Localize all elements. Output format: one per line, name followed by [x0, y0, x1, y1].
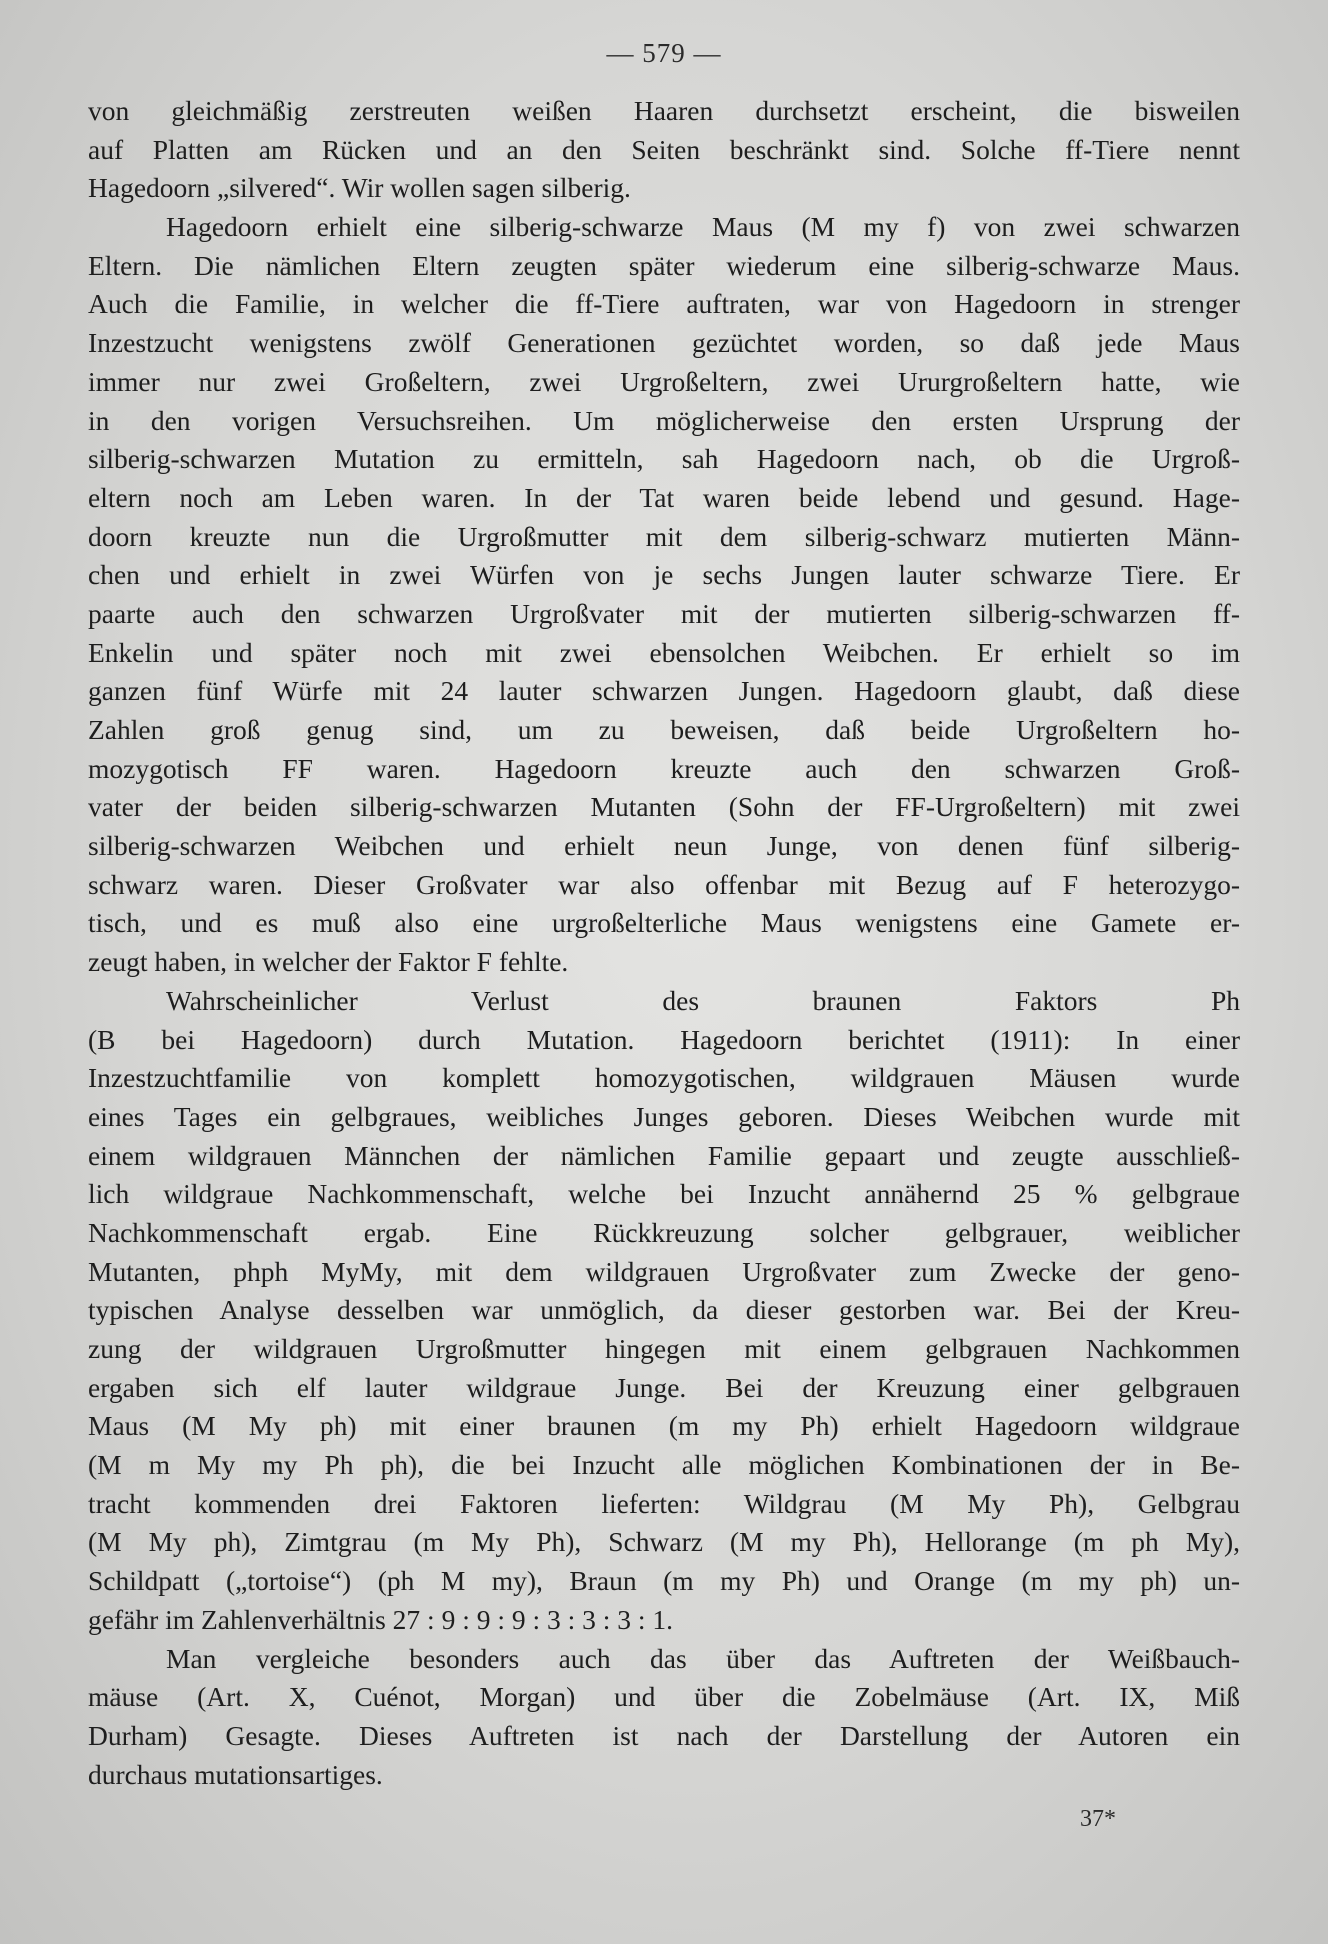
text-line: einem wildgrauen Männchen der nämlichen Familie gepaart und zeugte ausschließ- — [88, 1139, 1240, 1171]
signature-mark: 37* — [1080, 1806, 1116, 1832]
text-line: Hagedoorn „silvered“. Wir wollen sagen silberig. — [88, 172, 631, 204]
text-line: von gleichmäßig zerstreuten weißen Haaren durchsetzt erscheint, die bisweilen — [88, 95, 1240, 126]
text-line: Nachkommenschaft ergab. Eine Rückkreuzung solcher gelbgrauer, weiblicher — [88, 1216, 1240, 1248]
text-line: in den vorigen Versuchsreihen. Um möglicherweise den ersten Ursprung der — [88, 404, 1240, 436]
text-line: (M My ph), Zimtgrau (m My Ph), Schwarz (M my Ph), Hellorange (m ph My), — [88, 1526, 1240, 1558]
text-line: eltern noch am Leben waren. In der Tat waren beide lebend und gesund. Hage- — [88, 481, 1240, 513]
text-line: Inzestzuchtfamilie von komplett homozygotischen, wildgrauen Mäusen wurde — [88, 1062, 1240, 1094]
text-line: ergaben sich elf lauter wildgraue Junge. Bei der Kreuzung einer gelbgrauen — [88, 1371, 1240, 1403]
text-line: mäuse (Art. X, Cuénot, Morgan) und über die Zobelmäuse (Art. IX, Miß — [88, 1681, 1240, 1713]
text-line: doorn kreuzte nun die Urgroßmutter mit dem silberig-schwarz mutierten Männ- — [88, 520, 1240, 552]
text-line: lich wildgraue Nachkommenschaft, welche bei Inzucht annähernd 25 % gelbgraue — [88, 1178, 1240, 1210]
text-line: tracht kommenden drei Faktoren lieferten: Wildgrau (M My Ph), Gelbgrau — [88, 1487, 1240, 1519]
text-line: auf Platten am Rücken und an den Seiten beschränkt sind. Solche ff-Tiere nennt — [88, 133, 1240, 165]
text-line: silberig-schwarzen Mutation zu ermitteln, sah Hagedoorn nach, ob die Urgroß- — [88, 443, 1240, 475]
text-line: Enkelin und später noch mit zwei ebensolchen Weibchen. Er erhielt so im — [88, 636, 1240, 668]
text-line: zeugt haben, in welcher der Faktor F fehlte. — [88, 946, 569, 978]
text-line: Zahlen groß genug sind, um zu beweisen, daß beide Urgroßeltern ho- — [88, 714, 1240, 745]
page-number: — 579 — — [606, 38, 722, 68]
paragraph-start-line: Hagedoorn erhielt eine silberig-schwarze Maus (M my f) von zwei schwarzen — [166, 211, 1240, 243]
text-line: gefähr im Zahlenverhältnis 27 : 9 : 9 : 9 : 3 : 3 : 3 : 1. — [88, 1603, 674, 1635]
text-line: Inzestzucht wenigstens zwölf Generationen gezüchtet worden, so daß jede Maus — [88, 327, 1240, 359]
text-line: zung der wildgrauen Urgroßmutter hingegen mit einem gelbgrauen Nachkommen — [88, 1333, 1240, 1364]
body-text — [88, 92, 1240, 1794]
text-line: (B bei Hagedoorn) durch Mutation. Hagedoorn berichtet (1911): In einer — [88, 1023, 1240, 1055]
text-line: chen und erhielt in zwei Würfen von je sechs Jungen lauter schwarze Tiere. Er — [88, 559, 1240, 591]
section-heading-line: Wahrscheinlicher Verlust des braunen Faktors Ph — [166, 984, 1240, 1016]
text-line: Eltern. Die nämlichen Eltern zeugten später wiederum eine silberig-schwarze Maus. — [88, 249, 1240, 281]
text-line: (M m My my Ph ph), die bei Inzucht alle möglichen Kombinationen der in Be- — [88, 1449, 1240, 1481]
text-line: silberig-schwarzen Weibchen und erhielt neun Junge, von denen fünf silberig- — [88, 830, 1240, 862]
text-line: Mutanten, phph MyMy, mit dem wildgrauen Urgroßvater zum Zwecke der geno- — [88, 1255, 1240, 1287]
text-line: Durham) Gesagte. Dieses Auftreten ist nach der Darstellung der Autoren ein — [88, 1719, 1240, 1751]
text-line: ganzen fünf Würfe mit 24 lauter schwarzen Jungen. Hagedoorn glaubt, daß diese — [88, 675, 1240, 707]
text-line: immer nur zwei Großeltern, zwei Urgroßeltern, zwei Ururgroßeltern hatte, wie — [88, 365, 1240, 397]
text-line: schwarz waren. Dieser Großvater war also offenbar mit Bezug auf F heterozygo- — [88, 868, 1240, 900]
text-line: durchaus mutationsartiges. — [88, 1758, 383, 1790]
text-line: Schildpatt („tortoise“) (ph M my), Braun (m my Ph) und Orange (m my ph) un- — [88, 1565, 1240, 1597]
text-line: Auch die Familie, in welcher die ff-Tiere auftraten, war von Hagedoorn in strenger — [88, 288, 1240, 320]
text-line: paarte auch den schwarzen Urgroßvater mit der mutierten silberig-schwarzen ff- — [88, 597, 1240, 629]
text-line: tisch, und es muß also eine urgroßelterliche Maus wenigstens eine Gamete er- — [88, 907, 1240, 939]
paragraph-start-line: Man vergleiche besonders auch das über das Auftreten der Weißbauch- — [166, 1642, 1240, 1674]
text-line: vater der beiden silberig-schwarzen Mutanten (Sohn der FF-Urgroßeltern) mit zwei — [88, 791, 1240, 823]
text-line: Maus (M My ph) mit einer braunen (m my Ph) erhielt Hagedoorn wildgraue — [88, 1410, 1240, 1442]
text-line: mozygotisch FF waren. Hagedoorn kreuzte auch den schwarzen Groß- — [88, 752, 1240, 784]
text-line: eines Tages ein gelbgraues, weibliches Junges geboren. Dieses Weibchen wurde mit — [88, 1100, 1240, 1132]
text-line: typischen Analyse desselben war unmöglich, da dieser gestorben war. Bei der Kreu- — [88, 1294, 1240, 1326]
